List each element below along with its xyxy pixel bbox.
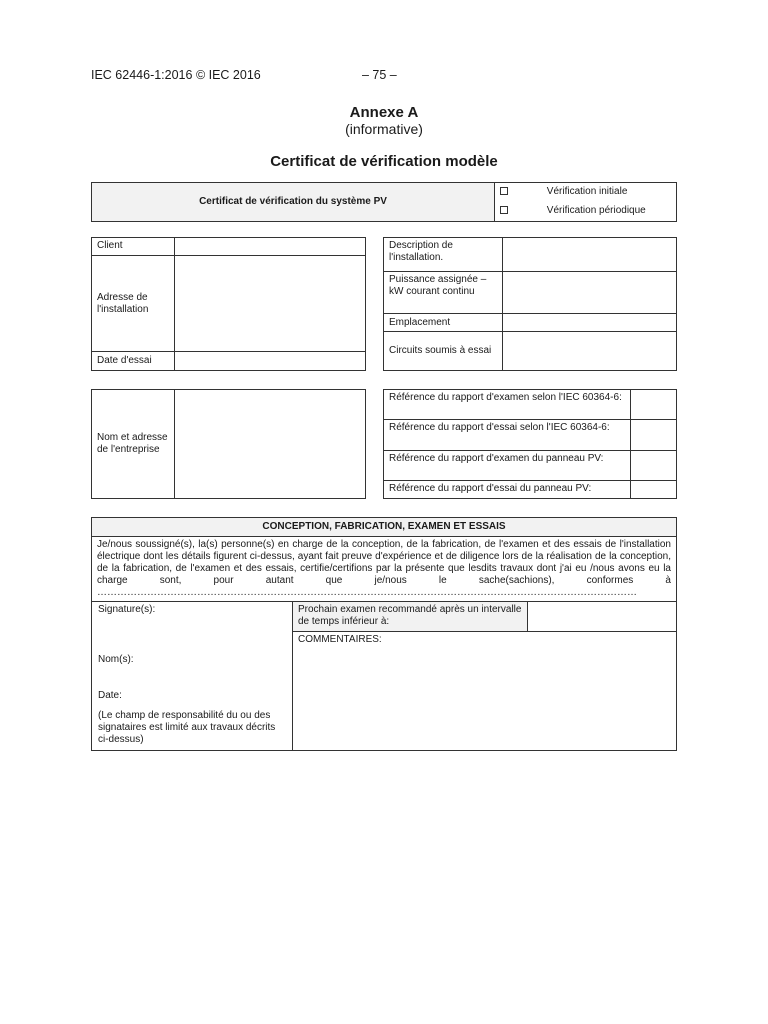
company-table <box>91 389 366 499</box>
comments-field[interactable] <box>293 632 677 751</box>
signature-block <box>92 602 293 751</box>
certificate-heading: Certificat de vérification modèle <box>270 153 498 170</box>
tested-circuits-label: Circuits soumis à essai <box>384 332 503 371</box>
declaration-text: Je/nous soussigné(s), la(s) personne(s) en charge de la conception, de la fabrication, de l'examen et des essais de l'installation électrique dont les détails figurent ci-dessus, ayant fait preuve d'expérience et de diligence lors de la réalisation de la conception, de la fabrication, de l'examen et des essais, certifie/certifions par la présente que lesdits travaux dont j'ai eu /nous avons eu la charge sont, pour autant que je/nous le sache(sachions), conformes à ……………………………………………………………………………………………………………………………………………… <box>92 537 677 602</box>
design-table <box>91 517 677 751</box>
company-label: Nom et adresse de l'entreprise <box>92 390 175 499</box>
test-report-reference-field[interactable] <box>631 420 677 450</box>
scope-note: (Le champ de responsabilité du ou des signataires est limité aux travaux décrits ci-dessus) <box>98 710 276 745</box>
document-reference: IEC 62446-1:2016 © IEC 2016 <box>91 68 261 82</box>
exam-report-reference-label: Référence du rapport d'examen selon l'IEC 60364-6: <box>384 390 631 420</box>
client-field[interactable] <box>175 238 366 256</box>
date-label: Date: <box>98 690 122 701</box>
client-label: Client <box>92 238 175 256</box>
test-report-reference-label: Référence du rapport d'essai selon l'IEC 60364-6: <box>384 420 631 450</box>
annex-subtitle: (informative) <box>345 121 423 137</box>
system-certificate-title: Certificat de vérification du système PV <box>92 183 495 222</box>
initial-verification-label: Vérification initiale <box>546 186 628 197</box>
design-section-title: CONCEPTION, FABRICATION, EXAMEN ET ESSAIS <box>92 518 677 537</box>
installation-address-field[interactable] <box>175 256 366 352</box>
installation-table <box>383 237 677 371</box>
signature-label: Signature(s): <box>98 604 156 615</box>
periodic-verification-label: Vérification périodique <box>546 205 646 216</box>
panel-exam-report-label: Référence du rapport d'examen du panneau PV: <box>384 450 631 480</box>
certificate-title-table <box>91 182 677 222</box>
panel-exam-report-field[interactable] <box>631 450 677 480</box>
checkbox-icon[interactable] <box>500 206 508 214</box>
panel-test-report-label: Référence du rapport d'essai du panneau PV: <box>384 480 631 498</box>
test-date-label: Date d'essai <box>92 352 175 371</box>
annex-title: Annexe A <box>349 104 419 121</box>
comments-label: COMMENTAIRES: <box>298 634 382 646</box>
test-date-field[interactable] <box>175 352 366 371</box>
names-label: Nom(s): <box>98 654 134 665</box>
client-table <box>91 237 366 371</box>
tested-circuits-field[interactable] <box>503 332 677 371</box>
checkbox-icon[interactable] <box>500 187 508 195</box>
initial-verification-option[interactable] <box>495 183 677 203</box>
exam-report-reference-field[interactable] <box>631 390 677 420</box>
next-exam-field[interactable] <box>528 602 677 632</box>
installation-address-label: Adresse de l'installation <box>92 256 175 352</box>
rated-power-field[interactable] <box>503 272 677 314</box>
location-field[interactable] <box>503 314 677 332</box>
rated-power-label: Puissance assignée – kW courant continu <box>384 272 503 314</box>
installation-description-field[interactable] <box>503 238 677 272</box>
installation-description-label: Description de l'installation. <box>384 238 503 272</box>
company-field[interactable] <box>175 390 366 499</box>
periodic-verification-option[interactable] <box>495 202 677 222</box>
location-label: Emplacement <box>384 314 503 332</box>
next-exam-label: Prochain examen recommandé après un intervalle de temps inférieur à: <box>293 602 528 632</box>
references-table <box>383 389 677 499</box>
panel-test-report-field[interactable] <box>631 480 677 498</box>
page-number: – 75 – <box>362 68 397 82</box>
